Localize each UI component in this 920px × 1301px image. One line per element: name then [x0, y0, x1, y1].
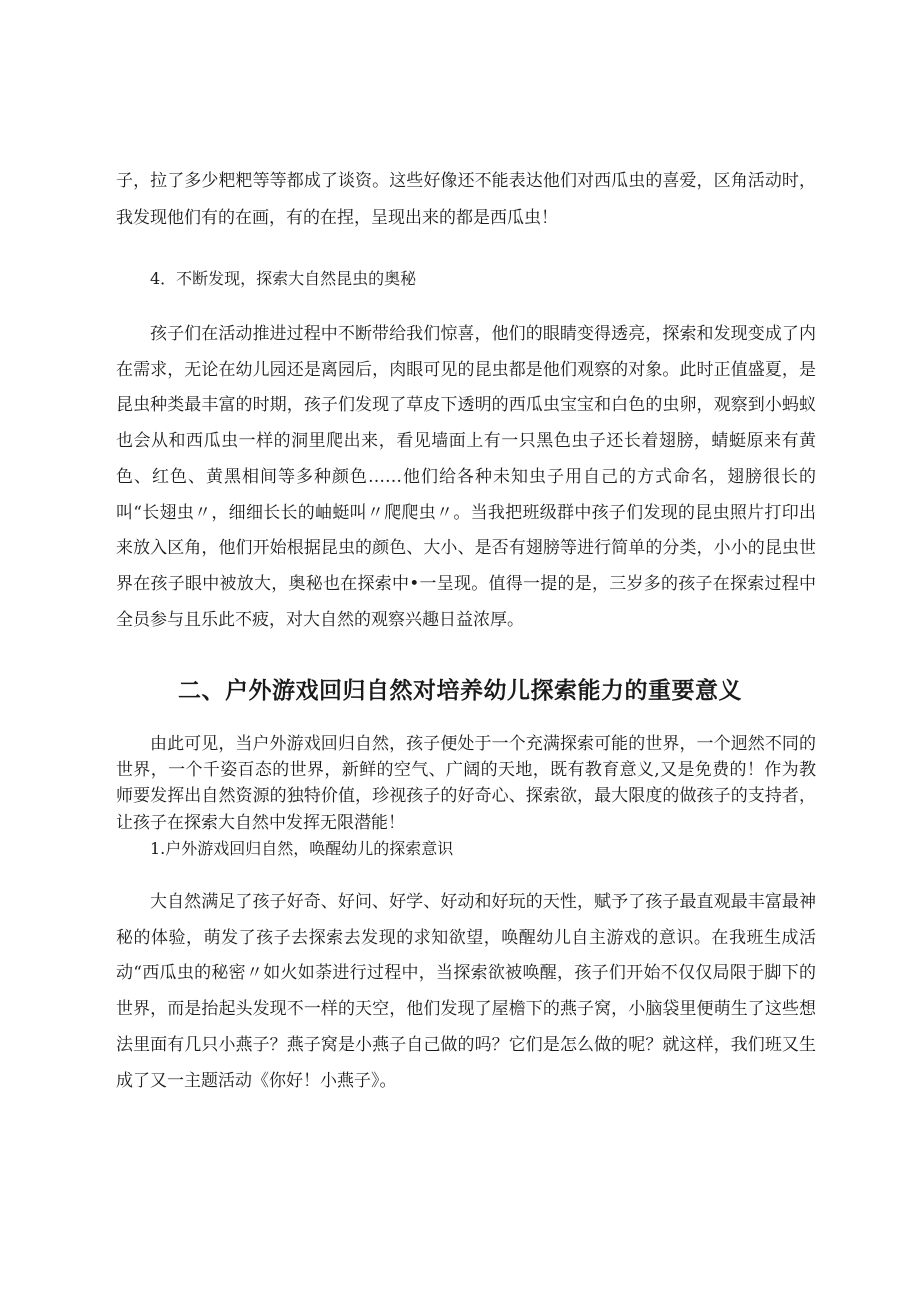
paragraph-continued: 子，拉了多少粑粑等等都成了谈资。这些好像还不能表达他们对西瓜虫的喜爱，区角活动时，我发现他们有的在画，有的在捏，呈现出来的都是西瓜虫！: [116, 171, 816, 228]
subheading-4: 4．不断发现，探索大自然昆虫的奥秘: [150, 269, 417, 288]
paragraph-insects: 孩子们在活动推进过程中不断带给我们惊喜，他们的眼睛变得透亮，探索和发现变成了内在需求，无论在幼儿园还是离园后，肉眼可见的昆虫都是他们观察的对象。此时正值盛夏，是昆虫种类最丰富的时期，孩子们发现了草皮下透明的西瓜虫宝宝和白色的虫卵，观察到小蚂蚁也会从和西瓜虫一样的洞里爬出来，看见墙面上有一只黑色虫子还长着翅膀，蜻蜓原来有黄色、红色、黄黑相间等多种颜色……他们给各种未知虫子用自己的方式命名，翅膀很长的叫“长翅虫〃，细细长长的岫蜓叫〃爬爬虫〃。当我把班级群中孩子们发现的昆虫照片打印出来放入区角，他们开始根据昆虫的颜色、大小、是否有翅膀等进行简单的分类，小小的昆虫世界在孩子眼中被放大，奥秘也在探索中•一呈现。值得一提的是，三岁多的孩子在探索过程中全员参与且乐此不疲，对大自然的观察兴趣日益浓厚。: [116, 324, 816, 630]
subheading-1: 1.户外游戏回归自然，唤醒幼儿的探索意识: [150, 839, 454, 858]
paragraph-nature: 大自然满足了孩子好奇、好问、好学、好动和好玩的天性，赋予了孩子最直观最丰富最神秘的体验，萌发了孩子去探索去发现的求知欲望，唤醒幼儿自主游戏的意识。在我班生成活动“西瓜虫的秘密〃如火如荼进行过程中，当探索欲被唤醒，孩子们开始不仅仅局限于脚下的世界，而是抬起头发现不一样的天空，他们发现了屋檐下的燕子窝，小脑袋里便萌生了这些想法里面有几只小燕子？燕子窝是小燕子自己做的吗？它们是怎么做的呢？就这样，我们班又生成了又一主题活动《你好！小燕子》。: [116, 892, 816, 1091]
paragraph-intro: 由此可见，当户外游戏回归自然，孩子便处于一个充满探索可能的世界，一个迥然不同的世界，一个千姿百态的世界，新鲜的空气、广阔的天地，既有教育意义,又是免费的！作为教师要发挥出自然资源的独特价值，珍视孩子的好奇心、探索欲，最大限度的做孩子的支持者，让孩子在探索大自然中发挥无限潜能！: [116, 734, 816, 833]
section-title: 二、户外游戏回归自然对培养幼儿探索能力的重要意义: [178, 677, 742, 704]
